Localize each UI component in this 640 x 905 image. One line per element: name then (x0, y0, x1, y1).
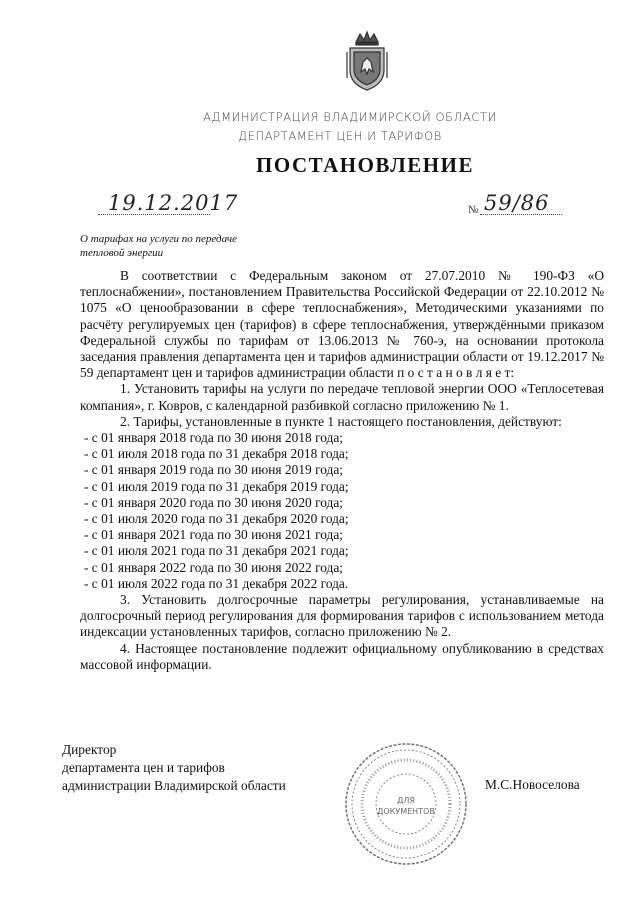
signatory-line: администрации Владимирской области (62, 778, 286, 793)
stamp-text: ДЛЯ (397, 796, 415, 805)
item-2-paragraph: 2. Тарифы, установленные в пункте 1 настоящего постановления, действуют: (120, 413, 562, 429)
number-underline (480, 214, 562, 215)
official-stamp-icon (343, 741, 469, 867)
list-item: - с 01 января 2021 года по 30 июня 2021 года; (84, 527, 344, 543)
signatory-name: М.С.Новоселова (485, 777, 580, 792)
department-name: ДЕПАРТАМЕНТ ЦЕН И ТАРИФОВ (238, 129, 442, 143)
coat-of-arms-icon (344, 28, 390, 94)
signatory-title (62, 741, 286, 795)
item-3-paragraph: 3. Установить долгосрочные параметры регулирования, устанавливаемые на долгосрочный период регулирования для формирования тарифов с использованием метода индексации установленных тарифов, согласно приложению № 2. (80, 592, 604, 640)
item-1-paragraph: 1. Установить тарифы на услуги по передаче тепловой энергии ООО «Теплосетевая компания», г. Ковров, с календарной разбивкой согласно приложению № 1. (80, 381, 604, 413)
organization-name: АДМИНИСТРАЦИЯ ВЛАДИМИРСКОЙ ОБЛАСТИ (203, 110, 497, 124)
list-item: - с 01 июля 2018 года по 31 декабря 2018 года; (84, 446, 349, 462)
validity-periods-list (80, 430, 604, 592)
list-item: - с 01 июля 2021 года по 31 декабря 2021 года; (84, 543, 349, 559)
signatory-line: департамента цен и тарифов (62, 760, 225, 775)
list-item: - с 01 июля 2022 года по 31 декабря 2022 года. (84, 575, 349, 591)
signatory-line: Директор (62, 742, 117, 757)
list-item: - с 01 июля 2020 года по 31 декабря 2020 года; (84, 511, 349, 527)
document-type-title: ПОСТАНОВЛЕНИЕ (256, 153, 474, 177)
preamble-paragraph: В соответствии с Федеральным законом от 27.07.2010 № 190-ФЗ «О теплоснабжении», постановлением Правительства Российской Федерации от 22.10.2012 № 1075 «О ценообразовании в сфере теплоснабжения», Методическими указаниями по расчёту регулируемых цен (тарифов) в сфере теплоснабжения, утверждёнными приказом Федеральной службы по тарифам от 13.06.2013 № 760-э, на основании протокола заседания правления департамента цен и тарифов администрации области от 19.12.2017 № 59 департамент цен и тарифов администрации области п о с т а н о в л я е т: (80, 268, 604, 381)
document-number: 59/86 (484, 191, 550, 215)
list-item: - с 01 января 2020 года по 30 июня 2020 года; (84, 494, 344, 510)
number-label: № (468, 204, 479, 216)
document-date: 19.12.2017 (108, 191, 239, 215)
list-item: - с 01 января 2022 года по 30 июня 2022 года; (84, 559, 344, 575)
item-4-paragraph: 4. Настоящее постановление подлежит официальному опубликованию в средствах массовой информации. (80, 640, 604, 672)
subject-line: О тарифах на услуги по передаче (80, 233, 238, 245)
date-underline (98, 214, 210, 215)
subject-line: тепловой энергии (80, 247, 164, 259)
document-body (80, 268, 604, 673)
list-item: - с 01 января 2018 года по 30 июня 2018 года; (84, 430, 344, 446)
document-subject (80, 232, 310, 260)
list-item: - с 01 января 2019 года по 30 июня 2019 года; (84, 462, 344, 478)
list-item: - с 01 июля 2019 года по 31 декабря 2019 года; (84, 478, 349, 494)
stamp-text: ДОКУМЕНТОВ (377, 807, 435, 816)
